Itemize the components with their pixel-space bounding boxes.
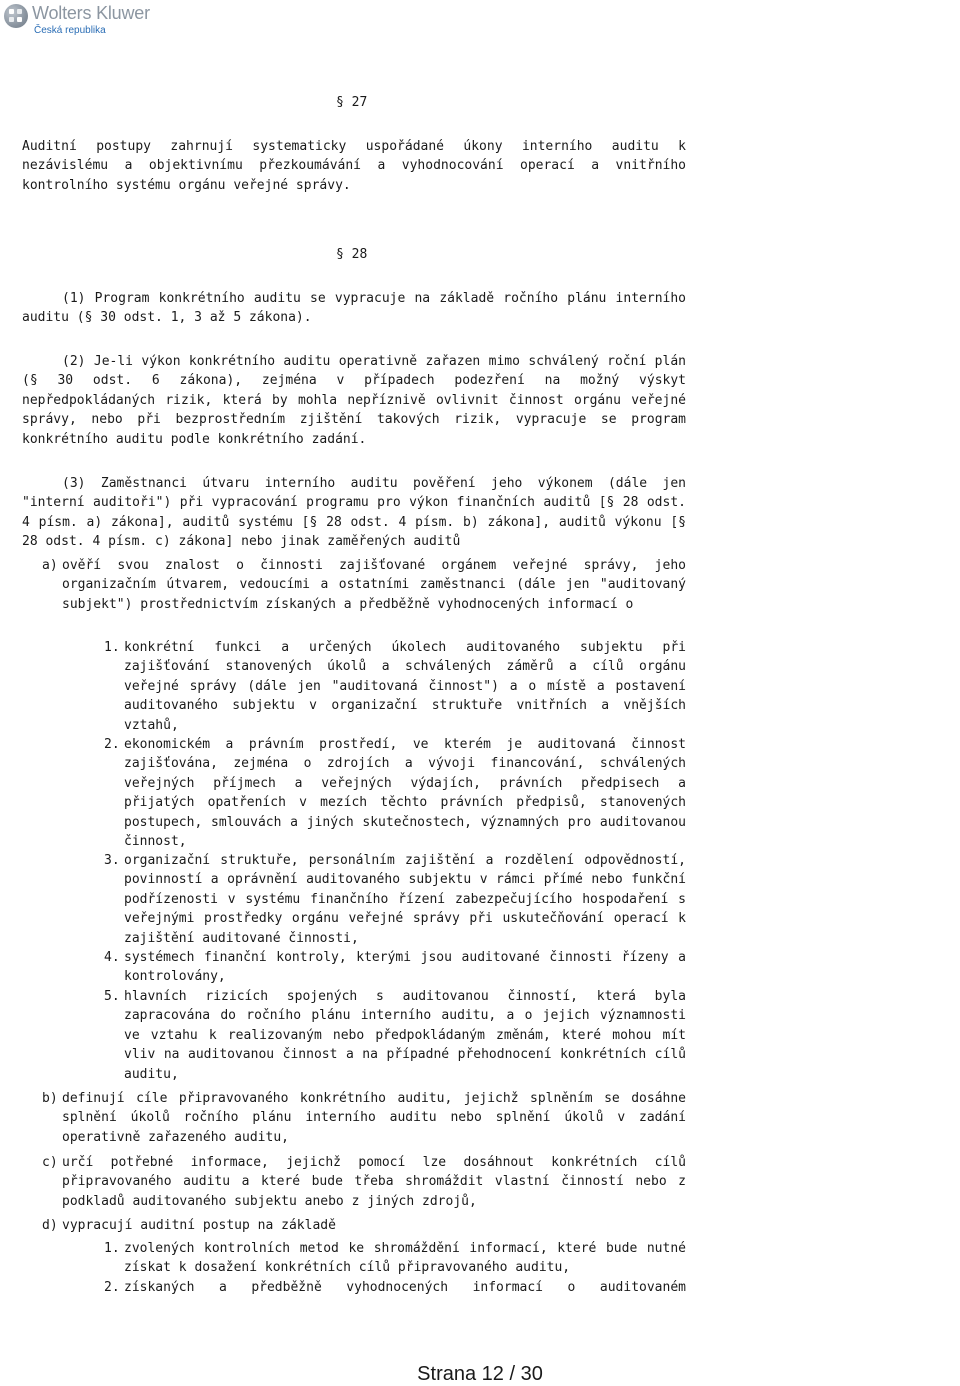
item-a3-marker: 3. [104,853,120,868]
item-d1-text: zvolených kontrolních metod ke shromáždění informací, které bude nutné získat k dosažení konkrétních cílů připravovaného auditu, [124,1241,686,1276]
logo-brand-name: Wolters Kluwer [32,3,150,23]
item-d1-marker: 1. [104,1241,120,1256]
section-27-heading: § 27 [336,95,368,110]
wolters-kluwer-logo [4,4,184,38]
item-d2-marker: 2. [104,1280,120,1295]
item-d-text: vypracují auditní postup na základě [62,1218,336,1233]
section-28-paragraph-2: (2) Je-li výkon konkrétního auditu operativně zařazen mimo schválený roční plán (§ 30 odst. 6 zákona), zejména v případech podezření na možný výskyt nepředpokládaných rizik, která by mohla nepříznivě ovlivnit činnost orgánu veřejné správy, nebo při bezprostředním zjištění takových rizik, vypracuje se program konkrétního auditu podle konkrétního zadání. [22,354,686,447]
item-a1-marker: 1. [104,640,120,655]
item-a5-text: hlavních rizicích spojených s auditovanou činností, která byla zapracována do ročního plánu interního auditu, a o jejich významnosti ve vztahu k realizovaným nebo předpokládaným změnám, které mohou mít vliv na auditovanou činnost a na případné přehodnocení konkrétních cílů auditu, [124,989,686,1082]
item-a1-text: konkrétní funkci a určených úkolech auditovaného subjektu při zajišťování stanovených úkolů a schválených záměrů a cílů orgánu veřejné správy (dále jen "auditovaná činnost") a o místě a postavení auditovaného subjektu v organizační struktuře vnitřních a vnějších vztahů, [124,640,686,733]
item-a4-text: systémech finanční kontroly, kterými jsou auditované činnosti řízeny a kontrolovány, [124,950,686,985]
logo-brand-subtitle: Česká republika [34,25,106,36]
item-a3-text: organizační struktuře, personálním zajištění a rozdělení odpovědností, povinností a oprávnění auditovaného subjektu v rámci přímé nebo funkční podřízenosti v systému finančního řízení zabezpečujícího hospodaření s veřejnými prostředky orgánu veřejné správy při uskutečňování operací k zajištění auditované činnosti, [124,853,686,946]
wolters-kluwer-logo-icon [4,4,28,28]
item-a-text: ověří svou znalost o činnosti zajišťované orgánem veřejné správy, jeho organizačním útvarem, vedoucími a ostatními zaměstnanci (dále jen "auditovaný subjekt") prostřednictvím získaných a předběžně vyhodnocených informací o [62,558,686,612]
item-d-marker: d) [42,1218,58,1233]
page-number: Strana 12 / 30 [417,1363,543,1385]
item-d2-text: získaných a předběžně vyhodnocených informací o auditovaném [124,1280,686,1295]
section-28-paragraph-3: (3) Zaměstnanci útvaru interního auditu pověření jeho výkonem (dále jen "interní auditoři") při vypracování programu pro výkon finančních auditů [§ 28 odst. 4 písm. a) zákona], auditů systému [§ 28 odst. 4 písm. b) zákona], auditů výkonu [§ 28 odst. 4 písm. c) zákona] nebo jinak zaměřených auditů [22,476,686,550]
section-28-heading: § 28 [336,247,368,262]
item-a2-text: ekonomickém a právním prostředí, ve kterém je auditovaná činnost zajišťována, zejména o zdrojích a vývoji financování, schválených veřejných příjmech a veřejných výdajích, právních předpisech a přijatých opatřeních v mezích těchto právních předpisů, stanovených postupech, smlouvách a jiných skutečnostech, významných pro auditovanou činnost, [124,737,686,850]
item-a4-marker: 4. [104,950,120,965]
item-b-marker: b) [42,1091,58,1106]
item-b-text: definují cíle připravovaného konkrétního auditu, jejichž splněním se dosáhne splnění úkolů ročního plánu interního auditu nebo splnění úkolů v zadání operativně zařazeného auditu, [62,1091,686,1145]
item-a-marker: a) [42,558,58,573]
item-a5-marker: 5. [104,989,120,1004]
section-27-paragraph: Auditní postupy zahrnují systematicky uspořádané úkony interního auditu k nezávislému a objektivnímu přezkoumávání a vyhodnocování operací a vnitřního kontrolního systému orgánu veřejné správy. [22,139,686,193]
item-c-text: určí potřebné informace, jejichž pomocí lze dosáhnout konkrétních cílů připravovaného auditu a které bude třeba shromáždit vlastní činností nebo z podkladů auditovaného subjektu anebo z jiných zdrojů, [62,1155,686,1209]
section-28-paragraph-1: (1) Program konkrétního auditu se vypracuje na základě ročního plánu interního auditu (§ 30 odst. 1, 3 až 5 zákona). [22,291,686,326]
item-c-marker: c) [42,1155,58,1170]
item-a2-marker: 2. [104,737,120,752]
